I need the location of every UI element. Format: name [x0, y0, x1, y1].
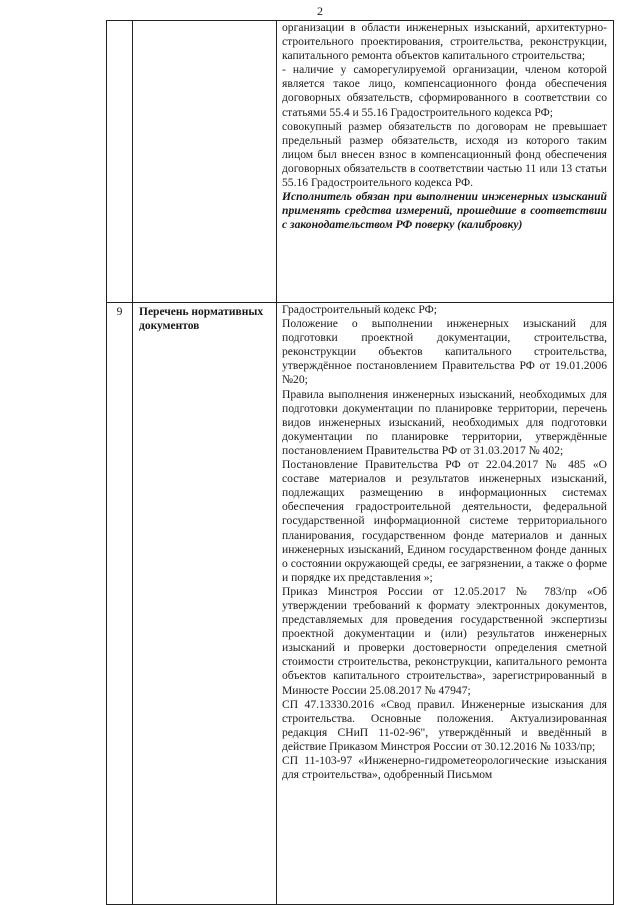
page-number: 2 [317, 4, 323, 18]
content-paragraph: - наличие у саморегулируемой организации, членом которой является такое лицо, компенсационного фонда обеспечения договорных обязательств, сформированного в соответствии со статьями 55.4 и 55.16 Градостроительного кодекса РФ; [282, 63, 607, 119]
table-row-continued [107, 21, 614, 303]
content-paragraph: СП 11-103-97 «Инженерно-гидрометеорологические изыскания для строительства», одобренный Письмом [282, 754, 607, 782]
row-number-cell: 9 [107, 303, 133, 905]
row-content-cell [277, 303, 614, 905]
content-paragraph: совокупный размер обязательств по договорам не превышает предельный размер обязательств, исходя из которого таким лицом был внесен взнос в компенсационный фонд обеспечения договорных обязательств в соответствии частью 11 или 13 статьи 55.16 Градостроительного кодекса РФ. [282, 119, 607, 190]
content-paragraph: Правила выполнения инженерных изысканий, необходимых для подготовки документации по планировке территории, перечень видов инженерных изысканий, необходимых для подготовки документации по планировке территории, утверждённые постановлением Правительства РФ от 31.03.2017 № 402; [282, 387, 607, 457]
row-content-cell [277, 21, 614, 303]
requirements-table [106, 20, 614, 905]
row-title-cell [133, 21, 277, 303]
row-title-cell: Перечень нормативных документов [133, 303, 277, 905]
content-paragraph: Постановление Правительства РФ от 22.04.2017 № 485 «О составе материалов и результатов инженерных изысканий, подлежащих размещению в информационных системах обеспечения градостроительной деятельности, федеральной государственной информационной системе территориального планирования, государственном фонде материалов и данных инженерных изысканий, Едином государственном фонде данных о состоянии окружающей среды, ее загрязнении, а также о форме и порядке их представления »; [282, 458, 607, 584]
content-paragraph: Градостроительный кодекс РФ; [282, 303, 438, 316]
table-row-9 [107, 303, 614, 905]
row-number-cell [107, 21, 133, 303]
content-paragraph: СП 47.13330.2016 «Свод правил. Инженерные изыскания для строительства. Основные положения. Актуализированная редакция СНиП 11-02-96", утверждённый и введённый в действие Приказом Минстроя России от 30.12.2016 № 1033/пр; [282, 697, 607, 753]
emphasis-paragraph: Исполнитель обязан при выполнении инженерных изысканий применять средства измерений, прошедшие в соответствии с законодательством РФ поверку (калибровку) [282, 190, 607, 232]
content-paragraph: организации в области инженерных изысканий, архитектурно-строительного проектирования, строительства, реконструкции, капитального ремонта объектов капитального строительства; [282, 21, 607, 63]
content-paragraph: Приказ Минстроя России от 12.05.2017 № 783/пр «Об утверждении требований к формату электронных документов, представляемых для проведения государственной экспертизы проектной документации и (или) результатов инженерных изысканий и проверки достоверности определения сметной стоимости строительства, реконструкции, капитального ремонта объектов капитального строительства», зарегистрированный в Минюсте России 25.08.2017 № 47947; [282, 584, 607, 697]
content-paragraph: Положение о выполнении инженерных изысканий для подготовки проектной документации, строительства, реконструкции объектов капитального строительства, утверждённое постановлением Правительства РФ от 19.01.2006 №20; [282, 317, 607, 387]
